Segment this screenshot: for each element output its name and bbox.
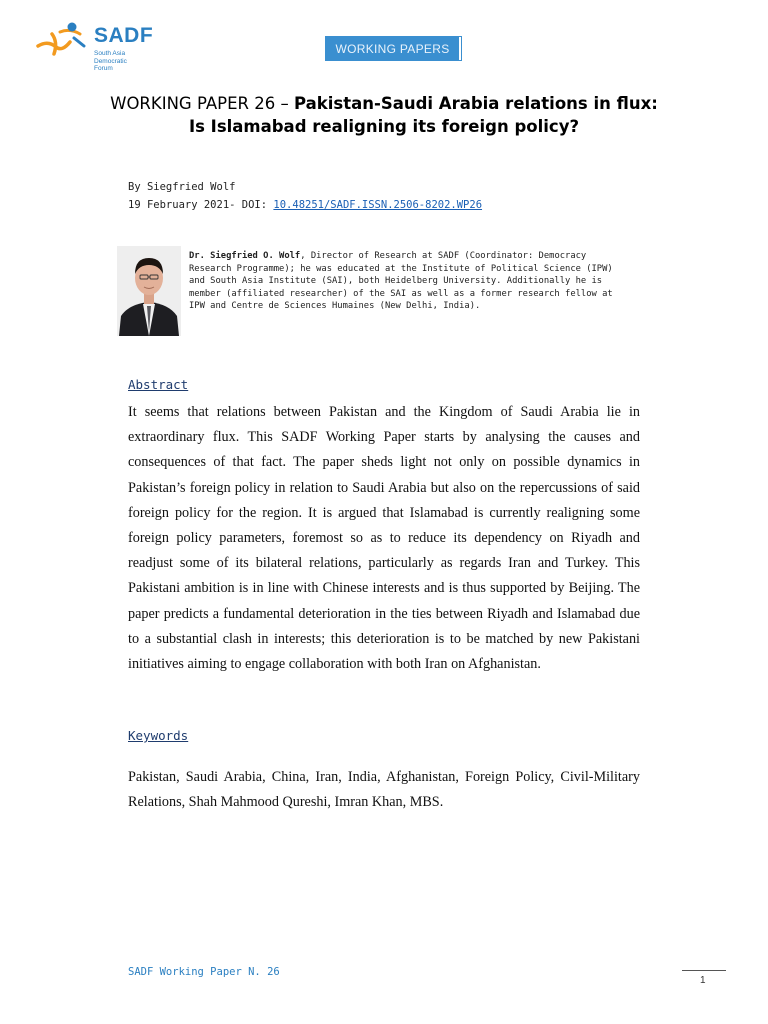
logo-subtitle-line: Forum	[94, 65, 113, 72]
sadf-logo	[34, 20, 174, 80]
footer-label: SADF Working Paper N. 26	[128, 966, 280, 978]
bio-text: , Director of Research at SADF (Coordinator: Democracy Research Programme); he was educated at the Institute of Political Science (IPW) and South Asia Institute (SAI), both Heidelberg University. Additionally he is member (affiliated researcher) of the SAI as well as a former research fellow at IPW and Centre de Sciences Humaines (New Delhi, India).	[189, 251, 613, 312]
logo-subtitle-line: Democratic	[94, 57, 127, 65]
author-line: By Siegfried Wolf	[128, 181, 236, 193]
keywords-heading: Keywords	[128, 728, 189, 743]
abstract-heading: Abstract	[128, 377, 189, 392]
byline	[128, 178, 482, 214]
page-number: 1	[700, 975, 706, 986]
bio-name: Dr. Siegfried O. Wolf	[189, 251, 301, 261]
running-figure-logo-icon	[34, 20, 90, 60]
abstract-text: It seems that relations between Pakistan and the Kingdom of Saudi Arabia lie in extraordinary flux. This SADF Working Paper starts by analysing the causes and consequences of that fact. The paper sheds light not only on possible dynamics in Pakistan’s foreign policy in relation to Saudi Arabia but also on the repercussions of said foreign policy for the region. It is argued that Islamabad is currently realigning some foreign policy parameters, foremost so as to reduce its dependency on Riyadh and readjust some of its bilateral relations, particularly as regards Iran and Turkey. This Pakistani ambition is in line with Chinese interests and is thus supported by Beijing. The paper predicts a fundamental deterioration in the ties between Riyadh and Islamabad due to a substantial clash in interests; this deterioration is to be matched by new Pakistani initiatives aiming to engage collaboration with both Iran on Afghanistan.	[128, 404, 640, 673]
page-number-rule	[682, 970, 726, 971]
author-photo	[117, 246, 181, 336]
date-text: 19 February 2021- DOI:	[128, 199, 274, 211]
title-main: Pakistan-Saudi Arabia relations in flux: Is Islamabad realigning its foreign policy?	[188, 94, 658, 136]
keywords-text: Pakistan, Saudi Arabia, China, Iran, India, Afghanistan, Foreign Policy, Civil-Military Relations, Shah Mahmood Qureshi, Imran Khan, MBS.	[128, 769, 640, 811]
date-doi-line	[128, 196, 482, 214]
author-bio	[189, 250, 629, 313]
title-prefix: WORKING PAPER 26 –	[110, 94, 294, 113]
logo-subtitle-line: South Asia	[94, 50, 126, 57]
working-papers-badge: WORKING PAPERS	[326, 37, 461, 60]
logo-name: SADF	[94, 24, 154, 47]
paper-title	[110, 92, 658, 138]
logo-subtitle	[94, 50, 174, 73]
doi-link[interactable]: 10.48251/SADF.ISSN.2506-8202.WP26	[273, 199, 483, 211]
author-portrait-image	[117, 246, 181, 336]
